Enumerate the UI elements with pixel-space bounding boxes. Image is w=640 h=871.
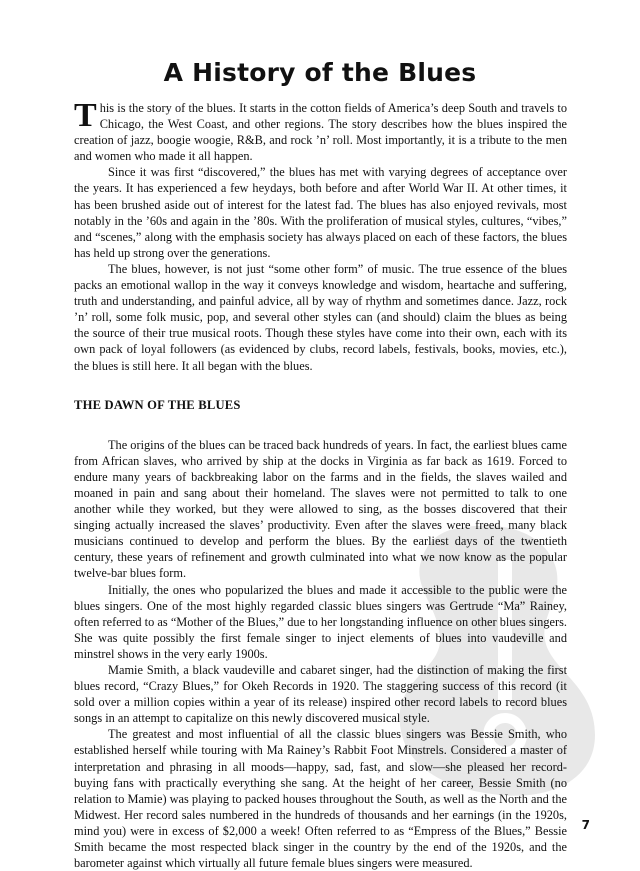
intro-paragraph-3: The blues, however, is not just “some other form” of music. The true essence of the blues packs an emotional wallop in the way it conveys knowledge and wisdom, heartache and suffering, truth and understanding, and painful advice, all by way of rhythm and sometimes dance. Jazz, rock ’n’ roll, some folk music, pop, and several other styles can (and should) claim the blues as being the source of their true musical roots. Though these styles have come into their own, each with its own pack of loyal followers (as evidenced by clubs, record labels, festivals, books, movies, etc.), the blues is still here. It all began with the blues.	[74, 261, 567, 373]
section-paragraph-3: Mamie Smith, a black vaudeville and cabaret singer, had the distinction of making the first blues record, “Crazy Blues,” for Okeh Records in 1920. The staggering success of this record (it sold over a million copies within a year of its release) inspired other record labels to record blues songs in an attempt to capitalize on this newly discovered musical style.	[74, 663, 567, 726]
section-paragraph-2: Initially, the ones who popularized the blues and made it accessible to the public were the blues singers. One of the most highly regarded classic blues singers was Gertrude “Ma” Rainey, often referred to as “Mother of the Blues,” due to her longstanding influence on other blues singers. She was quite possibly the first female singer to inject elements of blues into vaudeville and minstrel shows in the very early 1900s.	[74, 582, 567, 661]
intro-paragraph-2: Since it was first “discovered,” the blues has met with varying degrees of acceptance over the years. It has experienced a few heydays, both before and after World War II. At other times, it has been brushed aside out of interest for the latest fad. The blues has also enjoyed revivals, most notably in the ’60s and again in the ’80s. With the proliferation of musical styles, cultures, “vibes,” and “scenes,” along with the emphasis society has always placed on each of these factors, the blues has held up strong over the generations.	[74, 165, 567, 260]
section-heading: THE DAWN OF THE BLUES	[74, 397, 241, 412]
intro-paragraph-1	[74, 97, 567, 164]
drop-cap: T	[74, 97, 97, 134]
page-number: 7	[581, 818, 590, 832]
section-paragraph-1: The origins of the blues can be traced back hundreds of years. In fact, the earliest blues came from African slaves, who arrived by ship at the docks in Virginia as far back as 1619. Forced to endure many years of backbreaking labor on the farms and in the fields, the slaves wailed and moaned in pain and sang about their homeland. The slaves were not permitted to talk to one another while they worked, but they were allowed to sing, as the bosses discovered that their singing actually increased the slaves’ productivity. Even after the slaves were freed, many black musicians continued to develop and perform the blues. By the earliest days of the twentieth century, these years of refinement and growth culminated into what we now know as the popular twelve-bar blues form.	[74, 437, 567, 581]
article-body	[74, 97, 567, 871]
section-paragraph-4: The greatest and most influential of all the classic blues singers was Bessie Smith, who established herself while touring with Ma Rainey’s Rabbit Foot Minstrels. Considered a master of interpretation and phrasing in all moods—happy, sad, fast, and slow—she pleased her record-buying fans with practically everything she sang. At the height of her career, Bessie Smith (no relation to Mamie) was playing to packed houses throughout the South, as well as the North and the Midwest. Her record sales numbered in the hundreds of thousands and her earnings (in the 1920s, mind you) were in excess of $2,000 a week! Often referred to as “Empress of the Blues,” Bessie Smith became the most respected black singer in the country by the end of the 1920s, and the barometer against which virtually all future female blues singers were measured.	[74, 727, 567, 871]
intro-paragraph-1-text: his is the story of the blues. It starts in the cotton fields of America’s deep South and travels to Chicago, the West Coast, and other regions. The story describes how the blues inspired the creation of jazz, boogie woogie, R&B, and rock ’n’ roll. Most importantly, it is a tribute to the men and women who made it all happen.	[74, 101, 567, 164]
page-title: A History of the Blues	[163, 58, 477, 87]
